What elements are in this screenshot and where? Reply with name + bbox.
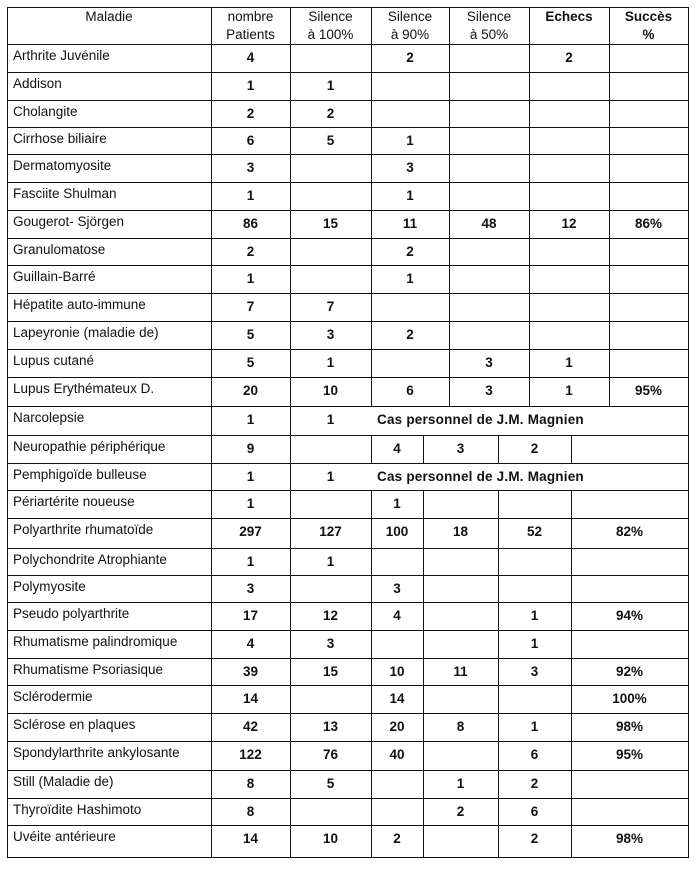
- row-rule: [7, 685, 689, 686]
- column-rule: [290, 7, 291, 858]
- column-header: Silence: [387, 9, 433, 24]
- disease-name: Arthrite Juvénile: [13, 48, 110, 63]
- value-cell: 1: [326, 469, 335, 484]
- column-rule: [688, 7, 689, 858]
- column-rule: [529, 7, 530, 406]
- disease-name: Périartérite noueuse: [13, 494, 135, 509]
- row-rule: [7, 321, 689, 322]
- column-rule: [571, 435, 572, 463]
- disease-name: Cholangite: [13, 104, 78, 119]
- value-cell: 15: [322, 216, 339, 231]
- value-cell: 1: [246, 496, 255, 511]
- value-cell: 20: [389, 719, 405, 734]
- value-cell: 40: [389, 747, 405, 762]
- row-rule: [7, 349, 689, 350]
- value-cell: 76: [322, 747, 339, 762]
- column-rule: [498, 490, 499, 858]
- value-cell: 1: [406, 133, 414, 148]
- value-cell: 10: [389, 664, 405, 679]
- value-cell: 98%: [615, 719, 644, 734]
- value-cell: 1: [246, 271, 255, 286]
- row-rule: [7, 100, 689, 101]
- value-cell: 9: [246, 441, 255, 456]
- row-rule: [7, 575, 689, 576]
- value-cell: 3: [393, 581, 401, 596]
- row-rule: [7, 630, 689, 631]
- row-rule: [7, 798, 689, 799]
- disease-name: Polychondrite Atrophiante: [13, 552, 167, 567]
- value-cell: 6: [530, 804, 539, 819]
- value-cell: 82%: [615, 524, 644, 539]
- disease-name: Rhumatisme palindromique: [13, 634, 178, 649]
- value-cell: 2: [393, 831, 401, 846]
- value-cell: 100%: [612, 691, 647, 706]
- disease-name: Sclérodermie: [13, 689, 93, 704]
- disease-name: Polymyosite: [13, 579, 86, 594]
- value-cell: 5: [326, 776, 335, 791]
- value-cell: 3: [456, 441, 465, 456]
- column-header: à 50%: [469, 27, 509, 42]
- value-cell: 7: [246, 299, 255, 314]
- row-rule: [7, 265, 689, 266]
- row-rule: [7, 713, 689, 714]
- row-rule: [7, 154, 689, 155]
- value-cell: 6: [246, 133, 255, 148]
- value-cell: 3: [326, 327, 335, 342]
- value-cell: 92%: [615, 664, 644, 679]
- column-header: à 90%: [390, 27, 430, 42]
- value-cell: 6: [406, 383, 414, 398]
- disease-name: Dermatomyosite: [13, 158, 112, 173]
- disease-name: Lupus cutané: [13, 353, 95, 368]
- row-rule: [7, 548, 689, 549]
- disease-name: Lapeyronie (maladie de): [13, 325, 159, 340]
- value-cell: 2: [406, 50, 414, 65]
- row-rule: [7, 518, 689, 519]
- disease-name: Polyarthrite rhumatoïde: [13, 522, 154, 537]
- disease-name: Pemphigoïde bulleuse: [13, 467, 147, 482]
- row-rule: [7, 435, 689, 436]
- row-rule: [7, 770, 689, 771]
- column-rule: [7, 7, 8, 858]
- value-cell: 95%: [615, 747, 644, 762]
- column-header: nombre: [227, 9, 274, 24]
- value-cell: 3: [246, 160, 255, 175]
- disease-name: Spondylarthrite ankylosante: [13, 745, 180, 760]
- column-header: à 100%: [307, 27, 354, 42]
- value-cell: 2: [456, 804, 465, 819]
- column-rule: [423, 490, 424, 858]
- value-cell: 2: [406, 244, 414, 259]
- disease-name: Cirrhose biliaire: [13, 131, 107, 146]
- value-cell: 122: [239, 747, 262, 762]
- value-cell: 1: [326, 355, 335, 370]
- disease-name: Gougerot- Sjörgen: [13, 214, 125, 229]
- value-cell: 6: [530, 747, 539, 762]
- value-cell: 1: [326, 412, 335, 427]
- disease-name: Neuropathie périphérique: [13, 439, 166, 454]
- column-header: Succès: [624, 9, 673, 24]
- value-cell: 3: [485, 383, 493, 398]
- column-header: Silence: [308, 9, 353, 24]
- value-cell: 15: [322, 664, 339, 679]
- disease-name: Guillain-Barré: [13, 269, 96, 284]
- value-cell: 42: [242, 719, 259, 734]
- value-cell: 86: [242, 216, 259, 231]
- value-cell: 10: [322, 831, 339, 846]
- value-cell: 2: [246, 106, 255, 121]
- value-cell: 8: [456, 719, 465, 734]
- value-cell: 14: [242, 691, 259, 706]
- value-cell: 14: [389, 691, 405, 706]
- value-cell: 14: [242, 831, 259, 846]
- value-cell: 8: [246, 776, 255, 791]
- row-rule: [7, 72, 689, 73]
- value-cell: 2: [406, 327, 414, 342]
- column-rule: [371, 435, 372, 463]
- value-cell: 39: [242, 664, 259, 679]
- row-rule: [7, 490, 689, 491]
- disease-name: Lupus Erythémateux D.: [13, 381, 155, 396]
- value-cell: 1: [246, 554, 255, 569]
- column-header: %: [642, 27, 655, 42]
- value-cell: 1: [326, 554, 335, 569]
- column-rule: [423, 435, 424, 463]
- value-cell: 4: [393, 441, 401, 456]
- disease-name: Still (Maladie de): [13, 774, 114, 789]
- value-cell: 1: [326, 78, 335, 93]
- row-rule: [7, 210, 689, 211]
- column-header: Maladie: [85, 9, 133, 24]
- disease-name: Rhumatisme Psoriasique: [13, 662, 164, 677]
- value-cell: 1: [246, 188, 255, 203]
- value-cell: 2: [530, 776, 539, 791]
- disease-name: Granulomatose: [13, 242, 106, 257]
- row-rule: [7, 406, 689, 407]
- value-cell: 1: [456, 776, 465, 791]
- value-cell: 13: [322, 719, 339, 734]
- value-cell: 3: [485, 355, 493, 370]
- value-cell: 3: [530, 664, 539, 679]
- value-cell: 5: [246, 355, 255, 370]
- row-rule: [7, 44, 689, 45]
- disease-name: Hépatite auto-immune: [13, 297, 146, 312]
- value-cell: 1: [246, 78, 255, 93]
- column-header: Silence: [466, 9, 512, 24]
- value-cell: 18: [452, 524, 469, 539]
- value-cell: 1: [565, 355, 573, 370]
- column-rule: [498, 435, 499, 463]
- value-cell: 11: [453, 664, 468, 679]
- value-cell: 20: [242, 383, 259, 398]
- value-cell: 11: [402, 216, 418, 231]
- value-cell: 12: [561, 216, 577, 231]
- column-rule: [449, 7, 450, 406]
- value-cell: 3: [326, 636, 335, 651]
- disease-name: Pseudo polyarthrite: [13, 606, 130, 621]
- value-cell: 2: [565, 50, 573, 65]
- value-cell: 52: [526, 524, 543, 539]
- value-cell: 7: [326, 299, 335, 314]
- value-cell: 10: [322, 383, 339, 398]
- value-cell: 98%: [615, 831, 644, 846]
- disease-name: Addison: [13, 76, 62, 91]
- row-rule: [7, 658, 689, 659]
- value-cell: 2: [530, 831, 539, 846]
- row-rule: [7, 857, 689, 858]
- row-note: Cas personnel de J.M. Magnien: [377, 469, 584, 484]
- row-rule: [7, 377, 689, 378]
- value-cell: 127: [319, 524, 342, 539]
- row-rule: [7, 238, 689, 239]
- value-cell: 2: [246, 244, 255, 259]
- value-cell: 1: [246, 469, 255, 484]
- disease-name: Narcolepsie: [13, 410, 85, 425]
- value-cell: 17: [242, 608, 259, 623]
- value-cell: 48: [481, 216, 497, 231]
- value-cell: 5: [246, 327, 255, 342]
- value-cell: 1: [393, 496, 401, 511]
- value-cell: 1: [565, 383, 573, 398]
- value-cell: 1: [406, 188, 414, 203]
- row-rule: [7, 825, 689, 826]
- column-rule: [371, 7, 372, 406]
- row-rule: [7, 127, 689, 128]
- value-cell: 2: [326, 106, 335, 121]
- column-rule: [609, 7, 610, 406]
- value-cell: 4: [393, 608, 401, 623]
- disease-name: Sclérose en plaques: [13, 717, 136, 732]
- column-rule: [371, 490, 372, 858]
- value-cell: 8: [246, 804, 255, 819]
- row-rule: [7, 741, 689, 742]
- value-cell: 1: [406, 271, 414, 286]
- value-cell: 1: [246, 412, 255, 427]
- disease-name: Thyroïdite Hashimoto: [13, 802, 142, 817]
- value-cell: 1: [530, 636, 539, 651]
- value-cell: 1: [530, 608, 539, 623]
- disease-name: Fasciite Shulman: [13, 186, 117, 201]
- row-rule: [7, 293, 689, 294]
- value-cell: 297: [239, 524, 262, 539]
- value-cell: 3: [246, 581, 255, 596]
- value-cell: 95%: [634, 383, 663, 398]
- value-cell: 4: [246, 636, 255, 651]
- row-rule: [7, 463, 689, 464]
- value-cell: 3: [406, 160, 414, 175]
- value-cell: 94%: [615, 608, 644, 623]
- disease-name: Uvéite antérieure: [13, 829, 116, 844]
- value-cell: 86%: [634, 216, 663, 231]
- row-rule: [7, 602, 689, 603]
- column-header: Echecs: [545, 9, 593, 24]
- column-rule: [211, 7, 212, 858]
- row-note: Cas personnel de J.M. Magnien: [377, 412, 584, 427]
- value-cell: 4: [246, 50, 255, 65]
- value-cell: 1: [530, 719, 539, 734]
- column-rule: [571, 490, 572, 858]
- column-header: Patients: [226, 27, 275, 42]
- value-cell: 100: [385, 524, 409, 539]
- row-rule: [7, 182, 689, 183]
- value-cell: 2: [530, 441, 539, 456]
- value-cell: 12: [322, 608, 339, 623]
- value-cell: 5: [326, 133, 335, 148]
